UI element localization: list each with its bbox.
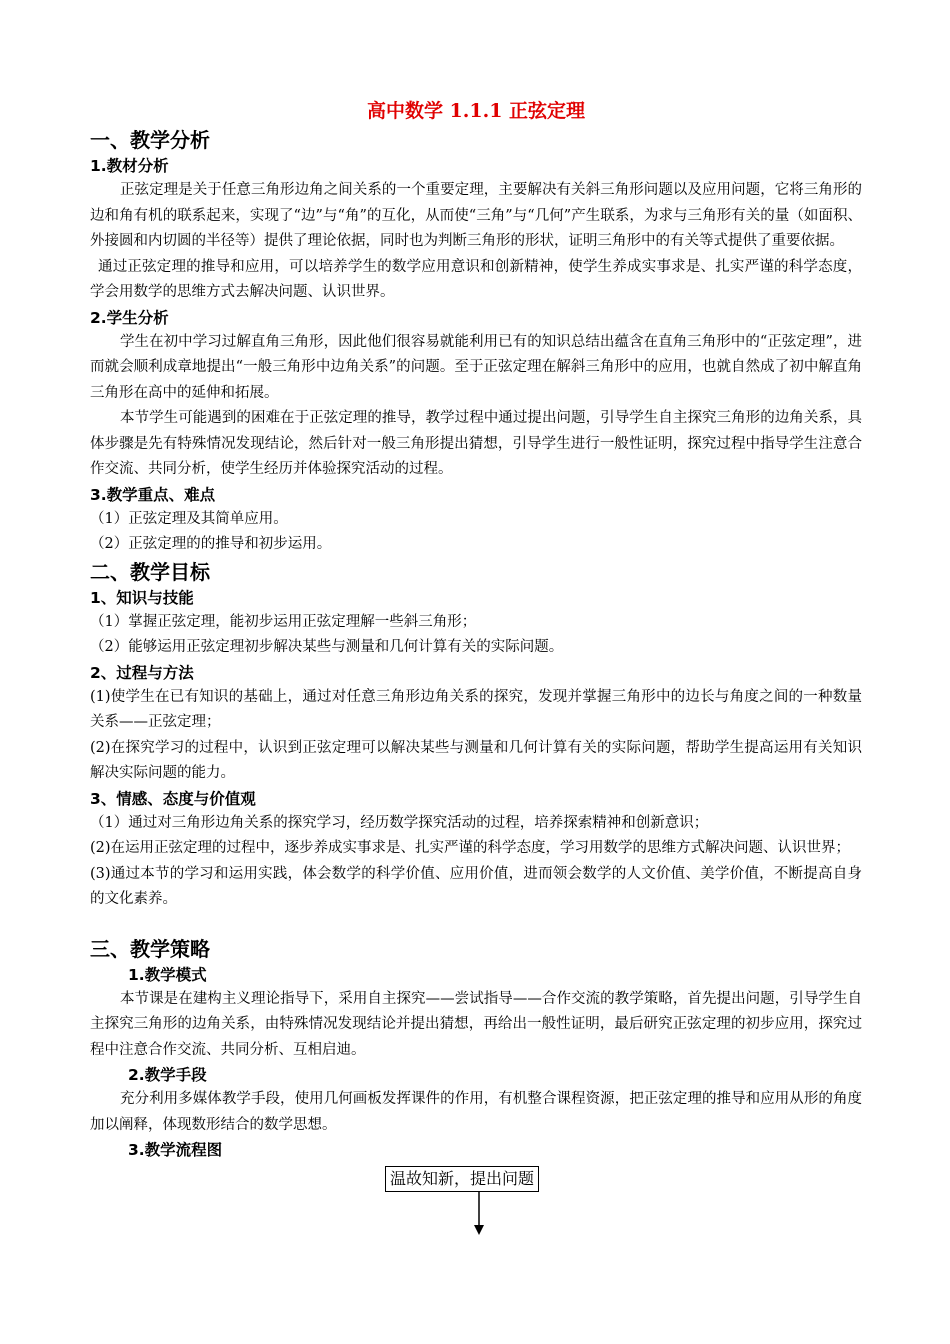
list-item: (3)通过本节的学习和运用实践，体会数学的科学价值、应用价值，进而领会数学的人文价值、美学价值，不断提高自身的文化素养。 [90, 865, 862, 907]
subheading-knowledge-skills: 1、知识与技能 [90, 588, 194, 607]
list-item: (2)在探究学习的过程中，认识到正弦定理可以解决某些与测量和几何计算有关的实际问题，帮助学生提高运用有关知识解决实际问题的能力。 [90, 739, 862, 781]
document-page [90, 96, 862, 1242]
list-item: (2)在运用正弦定理的过程中，逐步养成实事求是、扎实严谨的科学态度，学习用数学的思维方式解决问题、认识世界； [90, 840, 851, 856]
subheading-values: 3、情感、态度与价值观 [90, 789, 256, 808]
subheading-textbook-analysis: 1.教材分析 [90, 157, 169, 175]
section-heading-strategy: 三、教学策略 [90, 936, 210, 961]
list-item: （1）正弦定理及其简单应用。 [90, 510, 288, 527]
list-item: （2）能够运用正弦定理初步解决某些与测量和几何计算有关的实际问题。 [90, 639, 564, 655]
subheading-key-points: 3.教学重点、难点 [90, 485, 216, 504]
flowchart [90, 1162, 862, 1242]
paragraph: 本节课是在建构主义理论指导下，采用自主探究——尝试指导——合作交流的教学策略，首先提出问题，引导学生自主探究三角形的边角关系，由特殊情况发现结论并提出猜想，再给出一般性证明，最后研究正弦定理的初步应用，探究过程中注意合作交流、共同分析、互相启迪。 [90, 990, 862, 1058]
section-heading-analysis: 一、教学分析 [90, 128, 210, 152]
paragraph: 正弦定理是关于任意三角形边角之间关系的一个重要定理，主要解决有关斜三角形问题以及应用问题，它将三角形的边和角有机的联系起来，实现了“边”与“角”的互化，从而使“三角”与“几何”产生联系，为求与三角形有关的量（如面积、外接圆和内切圆的半径等）提供了理论依据，同时也为判断三角形的形状，证明三角形中的有关等式提供了重要依据。 [90, 182, 862, 249]
paragraph: 充分利用多媒体教学手段，使用几何画板发挥课件的作用，有机整合课程资源，把正弦定理的推导和应用从形的角度加以阐释，体现数形结合的数学思想。 [90, 1091, 862, 1133]
flowchart-box: 温故知新，提出问题 [385, 1166, 539, 1192]
subheading-teaching-means: 2.教学手段 [128, 1066, 207, 1084]
list-item: （2）正弦定理的的推导和初步运用。 [90, 536, 332, 552]
section-heading-objectives: 二、教学目标 [90, 559, 210, 584]
subheading-flowchart: 3.教学流程图 [128, 1141, 223, 1159]
subheading-student-analysis: 2.学生分析 [90, 308, 169, 327]
paragraph: 通过正弦定理的推导和应用，可以培养学生的数学应用意识和创新精神，使学生养成实事求是、扎实严谨的科学态度，学会用数学的思维方式去解决问题、认识世界。 [90, 258, 862, 300]
subheading-process-methods: 2、过程与方法 [90, 663, 194, 682]
list-item: （1）掌握正弦定理，能初步运用正弦定理解一些斜三角形； [90, 613, 477, 630]
paragraph: 学生在初中学习过解直角三角形，因此他们很容易就能利用已有的知识总结出蕴含在直角三角形中的“正弦定理”，进而就会顺利成章地提出“一般三角形中边角关系”的问题。至于正弦定理在解斜三角形中的应用，也就自然成了初中解直角三角形在高中的延伸和拓展。 [90, 333, 862, 401]
paragraph: 本节学生可能遇到的困难在于正弦定理的推导，教学过程中通过提出问题，引导学生自主探究三角形的边角关系，具体步骤是先有特殊情况发现结论，然后针对一般三角形提出猜想，引导学生进行一般性证明，探究过程中指导学生注意合作交流、共同分析，使学生经历并体验探究活动的过程。 [90, 410, 862, 477]
document-title: 高中数学 1.1.1 正弦定理 [366, 100, 586, 122]
list-item: (1)使学生在已有知识的基础上，通过对任意三角形边角关系的探究，发现并掌握三角形中的边长与角度之间的一种数量关系——正弦定理； [90, 688, 862, 730]
list-item: （1）通过对三角形边角关系的探究学习，经历数学探究活动的过程，培养探索精神和创新意识； [90, 814, 709, 831]
subheading-teaching-mode: 1.教学模式 [128, 965, 207, 984]
flowchart-arrow [473, 1192, 485, 1236]
